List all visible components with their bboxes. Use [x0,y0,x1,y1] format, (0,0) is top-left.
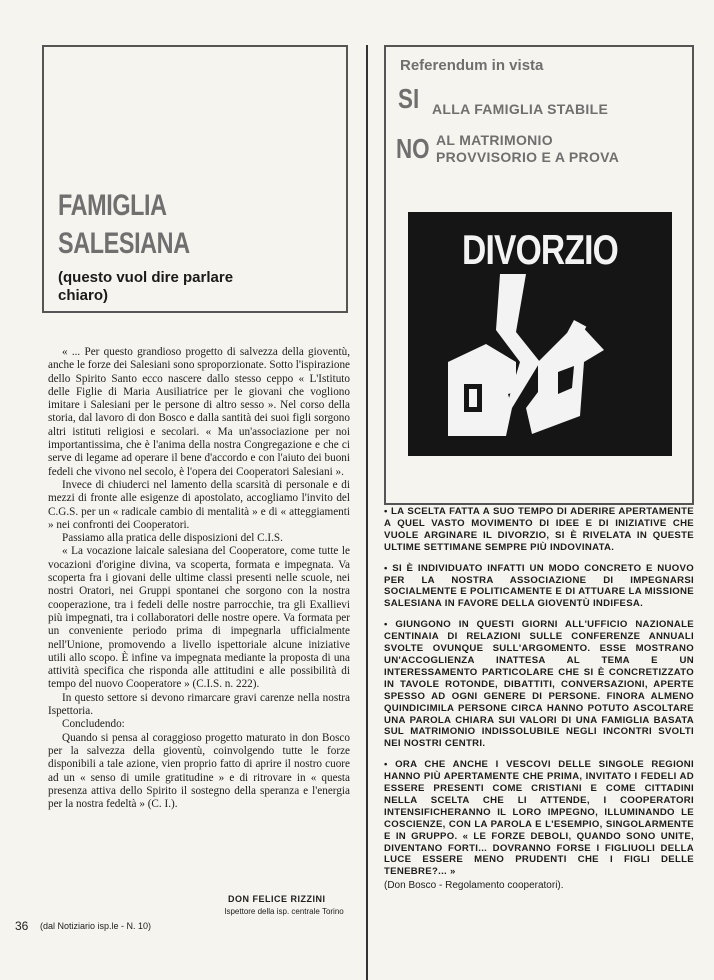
article-body [48,346,350,811]
signature-role: Ispettore della isp. centrale Torino [224,907,344,916]
bullet-paragraph: • ORA CHE ANCHE I VESCOVI DELLE SINGOLE REGIONI HANNO PIÙ APERTAMENTE CHE PRIMA, INVITATO I FEDELI AD ESSERE PRESENTI COME CRISTIANI E COME CITTADINI NELLA SCELTA CHE LI ATTENDE, I COOPERATORI INTENSIFICHERANNO IL LORO IMPEGNO, ILLUMINANDO LE COSCIENZE, CON LA PAROLA E L'ESEMPIO, SINGOLARMENTE E IN GRUPPO. « LE FORZE DEBOLI, QUANDO SONO UNITE, DIVENTANO FORTI... DOVRANNO FORSE I FIGLIUOLI DELLA LUCE ESSERE MENO PRUDENTI CHE I FIGLI DELLE TENEBRE?... » [384,759,694,878]
referendum-heading: Referendum in vista [400,57,544,74]
right-column-text [384,506,694,892]
footer-note: (dal Notiziario isp.le - N. 10) [40,921,152,931]
broken-house-icon [408,212,672,456]
poster-title: DIVORZIO [461,226,618,273]
title-line-1: FAMIGLIA [58,189,167,222]
article-subtitle: (questo vuol dire parlare chiaro) [58,269,234,304]
body-paragraph: « La vocazione laicale salesiana del Cooperatore, come tutte le vocazioni d'origine divina, va scoperta, formata e impegnata. Va scoperta fra i giovani delle ultime classi presenti nelle scuole, nei nostri Oratori, nei Gruppi spontanei che sorgono con la nostra cooperazione, tra i fedeli delle nostre parrocchie, tra gli Exallievi più impegnati, tra i collaboratori delle nostre opere. Va formata per un conveniente periodo prima di impegnarla ufficialmente nell'Unione, promovendo a livello ispettoriale alcune iniziative utili allo scopo. È infine va impegnata mediante la proposta di una attività specifica che risponda alle attitudini e alle possibilità di tempo del nuovo Cooperatore » (C.I.S. n. 222). [48,545,350,691]
bullet-paragraph: • GIUNGONO IN QUESTI GIORNI ALL'UFFICIO NAZIONALE CENTINAIA DI RELAZIONI SULLE CONFERENZE ANNUALI SVOLTE OVUNQUE SULL'ARGOMENTO. ESSE MOSTRANO UN'ACCOGLIENZA INATTESA AL TEMA E UN INTERESSAMENTO PARTICOLARE CHE SI È CONCRETIZZATO IN TAVOLE ROTONDE, DIBATTITI, CONVERSAZIONI, APERTE SPESSO AD OGNI GENERE DI PERSONE. FINORA ALMENO QUINDICIMILA PERSONE CIRCA HANNO POTUTO ASCOLTARE UNA PAROLA CHIARA SUI VALORI DI UNA FAMIGLIA BASATA SUL MATRIMONIO INDISSOLUBILE NEGLI INCONTRI SVOLTI NEI NOSTRI CENTRI. [384,619,694,750]
bullet-paragraph: • LA SCELTA FATTA A SUO TEMPO DI ADERIRE APERTAMENTE A QUEL VASTO MOVIMENTO DI IDEE E DI INIZIATIVE CHE VUOLE ARGINARE IL DIVORZIO, SI È RIVELATA IN QUESTE ULTIME SETTIMANE SEMPRE PIÙ INDOVINATA. [384,506,694,553]
yes-word: SI [398,83,420,114]
divorzio-poster [408,212,672,456]
column-divider [366,45,368,980]
no-word: NO [396,133,430,164]
body-paragraph: « ... Per questo grandioso progetto di salvezza della gioventù, anche le forze dei Salesiani sono sproporzionate. Sotto l'ispirazione dello Spirito Santo ecco nascere dallo stesso ceppo « L'Istituto delle Figlie di Maria Ausiliatrice per le giovani che vogliono imitare i Salesiani per le persone di altro sesso ». Nel corso della storia, dal lavoro di don Bosco e dalla santità dei suoi figli sorgono altri istituti religiosi e secolari. « Ma un'associazione per noi importantissima, che è l'anima della nostra Congregazione e che ci serve di legame ad operare il bene d'accordo e con l'aiuto dei buoni fedeli che vivono nel secolo, è l'opera dei Cooperatori Salesiani ». [48,346,350,478]
article-title-box [42,45,348,313]
referendum-box [384,45,694,505]
body-paragraph: Quando si pensa al coraggioso progetto maturato in don Bosco per la salvezza della gioventù, coinvolgendo tutte le forze disponibili a tale azione, vien proprio fatto di aprire il nostro cuore ad un « senso di umile gratitudine » e di ritrovare in « questa presenza attiva dello Spirito il sostegno della speranza e l'energia per la nostra fedeltà » (C. I.). [48,731,350,811]
body-paragraph: In questo settore si devono rimarcare gravi carenze nella nostra Ispettoria. [48,691,350,718]
no-text-line-2: PROVVISORIO E A PROVA [436,149,620,165]
signature-name: DON FELICE RIZZINI [228,894,326,904]
body-paragraph: Concludendo: [62,718,125,731]
yes-text: ALLA FAMIGLIA STABILE [432,101,609,117]
title-line-2: SALESIANA [58,227,190,260]
bullet-paragraph: • SI È INDIVIDUATO INFATTI UN MODO CONCRETO E NUOVO PER LA NOSTRA ASSOCIAZIONE DI IMPEGNARSI SOCIALMENTE E POLITICAMENTE E DI ATTUARE LA MISSIONE SALESIANA IN FAVORE DELLA GIOVENTÙ INDIFESA. [384,562,694,610]
page-number: 36 [15,919,29,933]
body-paragraph: Invece di chiuderci nel lamento della scarsità di personale e di mezzi di fronte alle esigenze di apostolato, accogliamo l'invito del C.G.S. per un « radicale cambio di mentalità » e di « atteggiamenti » nei confronti dei Cooperatori. [48,478,350,531]
source-citation: (Don Bosco - Regolamento cooperatori). [384,880,564,892]
body-paragraph: Passiamo alla pratica delle disposizioni del C.I.S. [62,532,283,545]
no-text-line-1: AL MATRIMONIO [436,132,553,148]
